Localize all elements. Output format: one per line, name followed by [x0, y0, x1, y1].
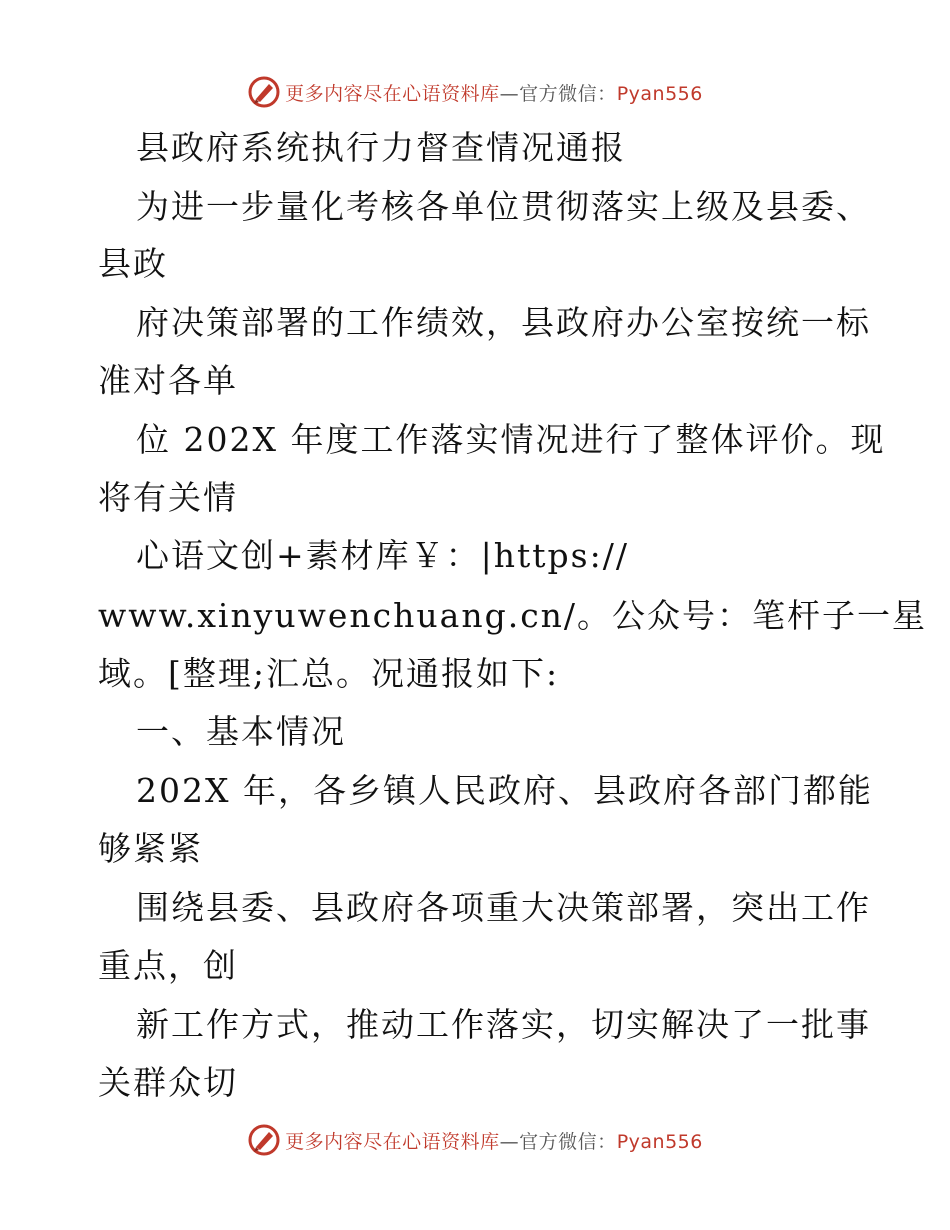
paragraph-line: 够紧紧	[98, 829, 203, 868]
paragraph-line: 为进一步量化考核各单位贯彻落实上级及县委、	[136, 187, 871, 226]
paragraph-line: 准对各单	[98, 361, 238, 400]
watermark-text: 更多内容尽在心语资料库—官方微信：Pyan556	[285, 1130, 703, 1153]
paragraph-line: 关群众切	[98, 1063, 238, 1102]
paragraph-line: 围绕县委、县政府各项重大决策部署，突出工作	[136, 888, 871, 927]
paragraph-line: www.xinyuwenchuang.cn/。公众号：笔杆子一星	[98, 596, 928, 635]
watermark-banner-bottom	[0, 1118, 950, 1162]
document-title: 县政府系统执行力督查情况通报	[136, 128, 626, 167]
section-heading: 一、基本情况	[136, 712, 346, 751]
paragraph-line: 心语文创+素材库￥：|https://	[136, 536, 629, 575]
paragraph-line: 202X 年，各乡镇人民政府、县政府各部门都能	[136, 771, 873, 810]
watermark-text: 更多内容尽在心语资料库—官方微信：Pyan556	[285, 82, 703, 105]
paragraph-line: 县政	[98, 244, 168, 283]
paragraph-line: 域。[整理;汇总。况通报如下:	[98, 654, 560, 693]
paragraph-line: 位 202X 年度工作落实情况进行了整体评价。现	[136, 420, 886, 459]
paragraph-line: 重点，创	[98, 946, 238, 985]
paragraph-line: 新工作方式，推动工作落实，切实解决了一批事	[136, 1005, 871, 1044]
pen-logo-icon	[247, 1123, 281, 1157]
paragraph-line: 将有关情	[98, 478, 238, 517]
paragraph-line: 府决策部署的工作绩效，县政府办公室按统一标	[136, 303, 871, 342]
